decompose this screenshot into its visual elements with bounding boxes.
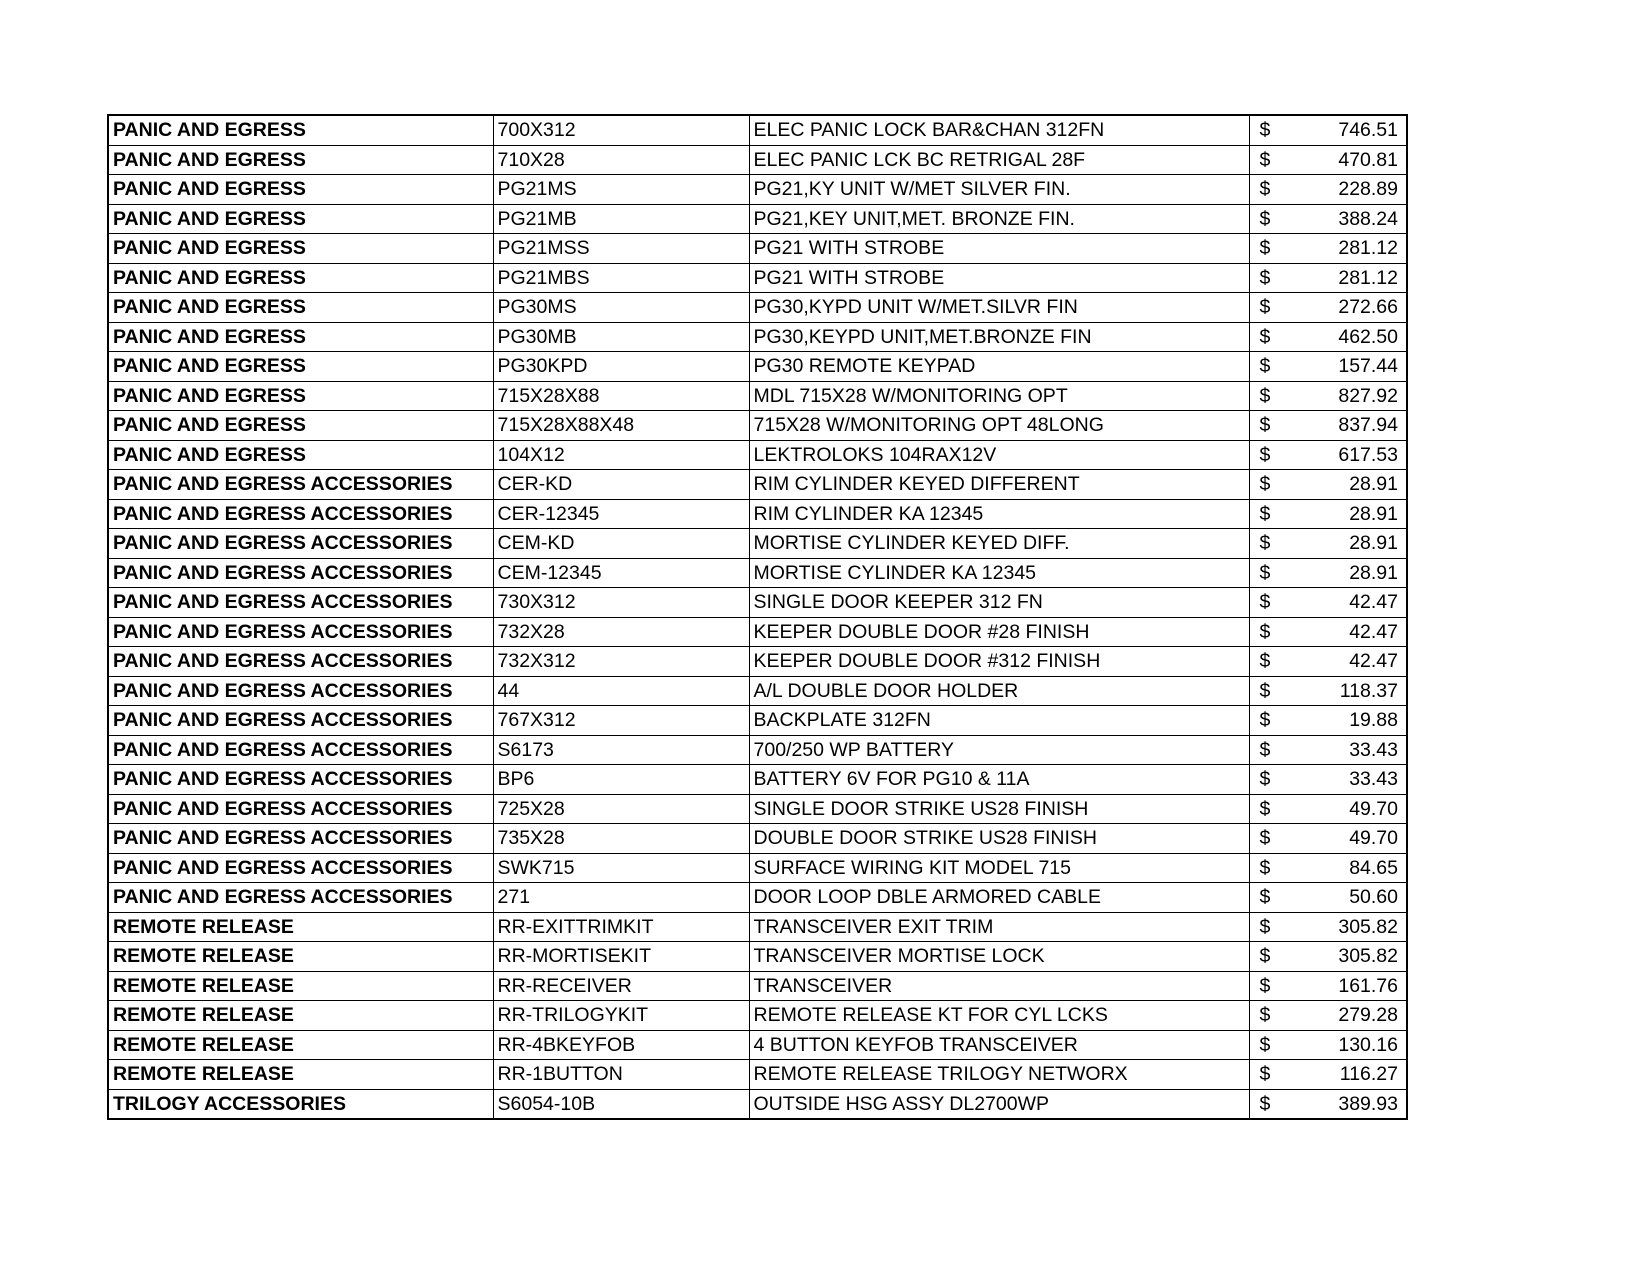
price-amount: 28.91 (1349, 502, 1398, 525)
price-cell (1249, 115, 1407, 145)
description-cell: PG30 REMOTE KEYPAD (749, 352, 1249, 382)
currency-symbol: $ (1259, 768, 1271, 791)
part-number-cell: RR-MORTISEKIT (493, 942, 749, 972)
description-cell: TRANSCEIVER MORTISE LOCK (749, 942, 1249, 972)
price-amount: 50.60 (1349, 886, 1398, 909)
price-cell (1249, 558, 1407, 588)
table-row (108, 824, 1407, 854)
currency-symbol: $ (1259, 709, 1271, 732)
part-number-cell: PG21MB (493, 204, 749, 234)
category-cell: PANIC AND EGRESS ACCESSORIES (108, 765, 493, 795)
price-amount: 116.27 (1339, 1063, 1398, 1086)
currency-symbol: $ (1259, 384, 1271, 407)
part-number-cell: RR-RECEIVER (493, 971, 749, 1001)
category-cell: PANIC AND EGRESS ACCESSORIES (108, 676, 493, 706)
description-cell: 4 BUTTON KEYFOB TRANSCEIVER (749, 1030, 1249, 1060)
currency-symbol: $ (1259, 1033, 1271, 1056)
description-cell: KEEPER DOUBLE DOOR #28 FINISH (749, 617, 1249, 647)
price-amount: 305.82 (1338, 945, 1398, 968)
price-amount: 28.91 (1349, 561, 1398, 584)
table-row (108, 381, 1407, 411)
table-row (108, 912, 1407, 942)
price-cell (1249, 647, 1407, 677)
category-cell: PANIC AND EGRESS ACCESSORIES (108, 794, 493, 824)
price-cell (1249, 411, 1407, 441)
table-row (108, 470, 1407, 500)
category-cell: REMOTE RELEASE (108, 942, 493, 972)
category-cell: PANIC AND EGRESS ACCESSORIES (108, 588, 493, 618)
part-number-cell: 725X28 (493, 794, 749, 824)
price-amount: 746.51 (1338, 119, 1398, 142)
category-cell: PANIC AND EGRESS (108, 115, 493, 145)
description-cell: PG21 WITH STROBE (749, 234, 1249, 264)
part-number-cell: 732X28 (493, 617, 749, 647)
description-cell: REMOTE RELEASE KT FOR CYL LCKS (749, 1001, 1249, 1031)
currency-symbol: $ (1259, 679, 1271, 702)
part-number-cell: 700X312 (493, 115, 749, 145)
table-row (108, 322, 1407, 352)
price-cell (1249, 293, 1407, 323)
category-cell: PANIC AND EGRESS ACCESSORIES (108, 647, 493, 677)
description-cell: TRANSCEIVER (749, 971, 1249, 1001)
price-list-table (107, 114, 1408, 1120)
currency-symbol: $ (1259, 856, 1271, 879)
price-amount: 837.94 (1338, 414, 1398, 437)
part-number-cell: CER-KD (493, 470, 749, 500)
category-cell: PANIC AND EGRESS (108, 440, 493, 470)
currency-symbol: $ (1259, 650, 1271, 673)
table-row (108, 676, 1407, 706)
description-cell: RIM CYLINDER KEYED DIFFERENT (749, 470, 1249, 500)
description-cell: PG21 WITH STROBE (749, 263, 1249, 293)
table-row (108, 794, 1407, 824)
price-cell (1249, 853, 1407, 883)
table-row (108, 234, 1407, 264)
price-cell (1249, 794, 1407, 824)
currency-symbol: $ (1259, 473, 1271, 496)
part-number-cell: 710X28 (493, 145, 749, 175)
part-number-cell: PG21MBS (493, 263, 749, 293)
price-cell (1249, 1001, 1407, 1031)
price-cell (1249, 352, 1407, 382)
currency-symbol: $ (1259, 414, 1271, 437)
description-cell: 700/250 WP BATTERY (749, 735, 1249, 765)
table-row (108, 145, 1407, 175)
part-number-cell: 715X28X88 (493, 381, 749, 411)
part-number-cell: S6173 (493, 735, 749, 765)
price-amount: 827.92 (1338, 384, 1398, 407)
category-cell: REMOTE RELEASE (108, 971, 493, 1001)
price-cell (1249, 440, 1407, 470)
description-cell: PG21,KEY UNIT,MET. BRONZE FIN. (749, 204, 1249, 234)
price-cell (1249, 912, 1407, 942)
price-cell (1249, 499, 1407, 529)
table-row (108, 765, 1407, 795)
price-cell (1249, 175, 1407, 205)
price-amount: 42.47 (1349, 650, 1398, 673)
currency-symbol: $ (1259, 325, 1271, 348)
currency-symbol: $ (1259, 1092, 1271, 1115)
description-cell: TRANSCEIVER EXIT TRIM (749, 912, 1249, 942)
currency-symbol: $ (1259, 591, 1271, 614)
part-number-cell: 767X312 (493, 706, 749, 736)
currency-symbol: $ (1259, 561, 1271, 584)
table-row (108, 735, 1407, 765)
category-cell: PANIC AND EGRESS (108, 352, 493, 382)
part-number-cell: 735X28 (493, 824, 749, 854)
category-cell: REMOTE RELEASE (108, 1060, 493, 1090)
price-amount: 118.37 (1339, 679, 1398, 702)
price-amount: 281.12 (1338, 237, 1398, 260)
price-cell (1249, 942, 1407, 972)
category-cell: PANIC AND EGRESS ACCESSORIES (108, 558, 493, 588)
price-amount: 28.91 (1349, 473, 1398, 496)
currency-symbol: $ (1259, 532, 1271, 555)
category-cell: PANIC AND EGRESS ACCESSORIES (108, 529, 493, 559)
description-cell: BACKPLATE 312FN (749, 706, 1249, 736)
table-row (108, 588, 1407, 618)
currency-symbol: $ (1259, 207, 1271, 230)
currency-symbol: $ (1259, 945, 1271, 968)
price-cell (1249, 1060, 1407, 1090)
price-cell (1249, 145, 1407, 175)
price-amount: 389.93 (1338, 1092, 1398, 1115)
price-amount: 33.43 (1349, 738, 1398, 761)
price-cell (1249, 735, 1407, 765)
description-cell: SURFACE WIRING KIT MODEL 715 (749, 853, 1249, 883)
price-amount: 130.16 (1338, 1033, 1398, 1056)
part-number-cell: PG30KPD (493, 352, 749, 382)
part-number-cell: 271 (493, 883, 749, 913)
price-amount: 19.88 (1349, 709, 1398, 732)
part-number-cell: 104X12 (493, 440, 749, 470)
price-list-body (108, 115, 1407, 1119)
price-amount: 42.47 (1349, 620, 1398, 643)
table-row (108, 115, 1407, 145)
price-amount: 462.50 (1338, 325, 1398, 348)
category-cell: REMOTE RELEASE (108, 1030, 493, 1060)
part-number-cell: 730X312 (493, 588, 749, 618)
price-amount: 33.43 (1349, 768, 1398, 791)
table-row (108, 853, 1407, 883)
category-cell: PANIC AND EGRESS ACCESSORIES (108, 470, 493, 500)
part-number-cell: RR-4BKEYFOB (493, 1030, 749, 1060)
currency-symbol: $ (1259, 237, 1271, 260)
price-cell (1249, 971, 1407, 1001)
price-amount: 617.53 (1338, 443, 1398, 466)
description-cell: MDL 715X28 W/MONITORING OPT (749, 381, 1249, 411)
table-row (108, 204, 1407, 234)
price-cell (1249, 765, 1407, 795)
part-number-cell: PG30MS (493, 293, 749, 323)
description-cell: BATTERY 6V FOR PG10 & 11A (749, 765, 1249, 795)
currency-symbol: $ (1259, 886, 1271, 909)
category-cell: PANIC AND EGRESS (108, 204, 493, 234)
price-amount: 49.70 (1349, 827, 1398, 850)
table-row (108, 263, 1407, 293)
category-cell: PANIC AND EGRESS ACCESSORIES (108, 735, 493, 765)
part-number-cell: RR-TRILOGYKIT (493, 1001, 749, 1031)
table-row (108, 971, 1407, 1001)
currency-symbol: $ (1259, 178, 1271, 201)
description-cell: PG30,KYPD UNIT W/MET.SILVR FIN (749, 293, 1249, 323)
description-cell: REMOTE RELEASE TRILOGY NETWORX (749, 1060, 1249, 1090)
description-cell: 715X28 W/MONITORING OPT 48LONG (749, 411, 1249, 441)
category-cell: REMOTE RELEASE (108, 912, 493, 942)
price-cell (1249, 204, 1407, 234)
table-row (108, 1001, 1407, 1031)
price-cell (1249, 883, 1407, 913)
part-number-cell: PG21MSS (493, 234, 749, 264)
part-number-cell: RR-1BUTTON (493, 1060, 749, 1090)
part-number-cell: S6054-10B (493, 1089, 749, 1119)
price-amount: 279.28 (1338, 1004, 1398, 1027)
part-number-cell: CEM-12345 (493, 558, 749, 588)
table-row (108, 175, 1407, 205)
price-amount: 305.82 (1338, 915, 1398, 938)
price-cell (1249, 529, 1407, 559)
category-cell: PANIC AND EGRESS ACCESSORIES (108, 617, 493, 647)
category-cell: PANIC AND EGRESS ACCESSORIES (108, 706, 493, 736)
price-amount: 28.91 (1349, 532, 1398, 555)
currency-symbol: $ (1259, 296, 1271, 319)
part-number-cell: SWK715 (493, 853, 749, 883)
price-amount: 157.44 (1338, 355, 1398, 378)
table-row (108, 440, 1407, 470)
price-cell (1249, 1030, 1407, 1060)
category-cell: PANIC AND EGRESS ACCESSORIES (108, 883, 493, 913)
part-number-cell: CEM-KD (493, 529, 749, 559)
description-cell: SINGLE DOOR KEEPER 312 FN (749, 588, 1249, 618)
category-cell: PANIC AND EGRESS (108, 322, 493, 352)
category-cell: PANIC AND EGRESS (108, 411, 493, 441)
table-row (108, 499, 1407, 529)
part-number-cell: 44 (493, 676, 749, 706)
price-amount: 388.24 (1338, 207, 1398, 230)
currency-symbol: $ (1259, 443, 1271, 466)
part-number-cell: PG30MB (493, 322, 749, 352)
price-amount: 281.12 (1338, 266, 1398, 289)
price-cell (1249, 381, 1407, 411)
currency-symbol: $ (1259, 266, 1271, 289)
category-cell: TRILOGY ACCESSORIES (108, 1089, 493, 1119)
currency-symbol: $ (1259, 797, 1271, 820)
price-cell (1249, 824, 1407, 854)
currency-symbol: $ (1259, 1004, 1271, 1027)
price-amount: 470.81 (1338, 148, 1398, 171)
description-cell: RIM CYLINDER KA 12345 (749, 499, 1249, 529)
description-cell: A/L DOUBLE DOOR HOLDER (749, 676, 1249, 706)
table-row (108, 706, 1407, 736)
price-cell (1249, 706, 1407, 736)
currency-symbol: $ (1259, 915, 1271, 938)
part-number-cell: CER-12345 (493, 499, 749, 529)
category-cell: PANIC AND EGRESS ACCESSORIES (108, 499, 493, 529)
price-amount: 228.89 (1338, 178, 1398, 201)
price-amount: 84.65 (1349, 856, 1398, 879)
table-row (108, 411, 1407, 441)
currency-symbol: $ (1259, 119, 1271, 142)
currency-symbol: $ (1259, 355, 1271, 378)
description-cell: PG30,KEYPD UNIT,MET.BRONZE FIN (749, 322, 1249, 352)
category-cell: PANIC AND EGRESS (108, 145, 493, 175)
description-cell: ELEC PANIC LOCK BAR&CHAN 312FN (749, 115, 1249, 145)
price-cell (1249, 588, 1407, 618)
table-row (108, 558, 1407, 588)
table-row (108, 293, 1407, 323)
part-number-cell: BP6 (493, 765, 749, 795)
currency-symbol: $ (1259, 148, 1271, 171)
price-amount: 161.76 (1338, 974, 1398, 997)
price-cell (1249, 234, 1407, 264)
description-cell: SINGLE DOOR STRIKE US28 FINISH (749, 794, 1249, 824)
part-number-cell: RR-EXITTRIMKIT (493, 912, 749, 942)
table-row (108, 1030, 1407, 1060)
category-cell: PANIC AND EGRESS ACCESSORIES (108, 853, 493, 883)
price-amount: 42.47 (1349, 591, 1398, 614)
description-cell: ELEC PANIC LCK BC RETRIGAL 28F (749, 145, 1249, 175)
currency-symbol: $ (1259, 974, 1271, 997)
currency-symbol: $ (1259, 827, 1271, 850)
part-number-cell: 715X28X88X48 (493, 411, 749, 441)
category-cell: PANIC AND EGRESS (108, 175, 493, 205)
table-row (108, 617, 1407, 647)
price-amount: 272.66 (1338, 296, 1398, 319)
currency-symbol: $ (1259, 502, 1271, 525)
table-row (108, 352, 1407, 382)
currency-symbol: $ (1259, 1063, 1271, 1086)
table-row (108, 529, 1407, 559)
description-cell: DOOR LOOP DBLE ARMORED CABLE (749, 883, 1249, 913)
table-row (108, 1089, 1407, 1119)
category-cell: PANIC AND EGRESS (108, 293, 493, 323)
category-cell: PANIC AND EGRESS (108, 234, 493, 264)
category-cell: PANIC AND EGRESS ACCESSORIES (108, 824, 493, 854)
description-cell: MORTISE CYLINDER KEYED DIFF. (749, 529, 1249, 559)
category-cell: PANIC AND EGRESS (108, 381, 493, 411)
price-cell (1249, 676, 1407, 706)
price-cell (1249, 470, 1407, 500)
price-cell (1249, 1089, 1407, 1119)
description-cell: LEKTROLOKS 104RAX12V (749, 440, 1249, 470)
table-row (108, 1060, 1407, 1090)
price-cell (1249, 322, 1407, 352)
currency-symbol: $ (1259, 620, 1271, 643)
part-number-cell: PG21MS (493, 175, 749, 205)
description-cell: KEEPER DOUBLE DOOR #312 FINISH (749, 647, 1249, 677)
table-row (108, 647, 1407, 677)
category-cell: REMOTE RELEASE (108, 1001, 493, 1031)
price-cell (1249, 263, 1407, 293)
description-cell: DOUBLE DOOR STRIKE US28 FINISH (749, 824, 1249, 854)
price-cell (1249, 617, 1407, 647)
category-cell: PANIC AND EGRESS (108, 263, 493, 293)
description-cell: PG21,KY UNIT W/MET SILVER FIN. (749, 175, 1249, 205)
table-row (108, 942, 1407, 972)
currency-symbol: $ (1259, 738, 1271, 761)
price-amount: 49.70 (1349, 797, 1398, 820)
description-cell: MORTISE CYLINDER KA 12345 (749, 558, 1249, 588)
table-row (108, 883, 1407, 913)
part-number-cell: 732X312 (493, 647, 749, 677)
description-cell: OUTSIDE HSG ASSY DL2700WP (749, 1089, 1249, 1119)
